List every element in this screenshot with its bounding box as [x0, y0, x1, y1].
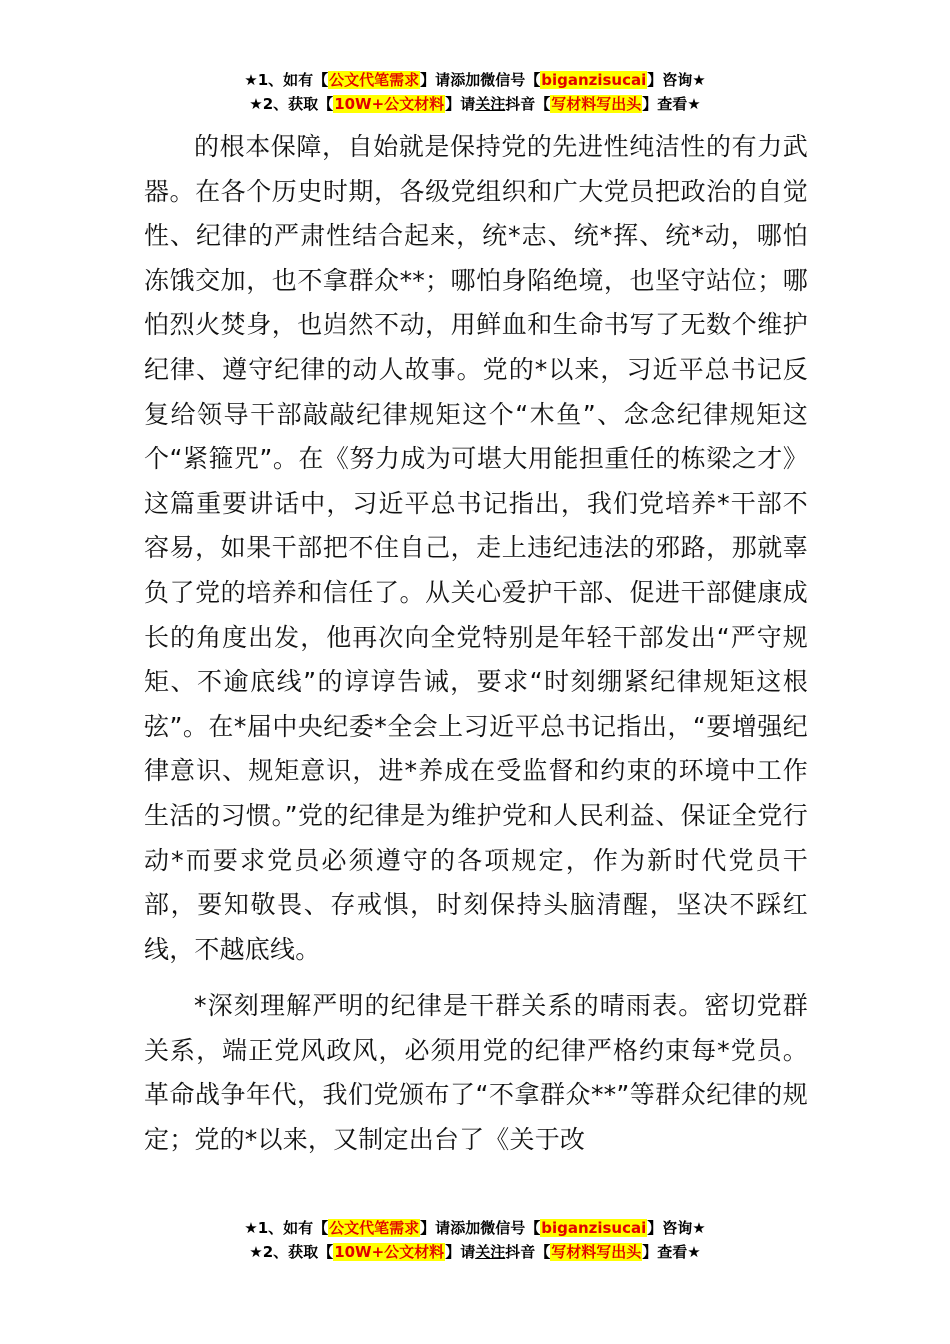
- banner-text: 】咨询★: [647, 1219, 706, 1237]
- banner-highlight: 写材料写出头: [551, 95, 642, 113]
- footer-banner: [0, 1216, 950, 1264]
- banner-line-2: [0, 92, 950, 116]
- banner-text: 微信号【: [480, 71, 541, 89]
- banner-highlight: 公文代笔需求: [329, 71, 420, 89]
- paragraph: *深刻理解严明的纪律是干群关系的晴雨表。密切党群关系，端正党风政风，必须用党的纪律严格约束每*党员。革命战争年代，我们党颁布了“不拿群众**”等群众纪律的规定；党的*以来，又制定出台了《关于改: [144, 991, 808, 1155]
- banner-text: 】查看★: [642, 1243, 701, 1261]
- banner-text: 关注: [475, 95, 506, 113]
- banner-text: 抖音【: [505, 95, 551, 113]
- banner-highlight: 10W+公文材料: [334, 1243, 445, 1261]
- banner-text: ★1、如有【: [244, 71, 329, 89]
- banner-text: 】请: [420, 1219, 451, 1237]
- banner-text: 抖音【: [505, 1243, 551, 1261]
- banner-text: ★2、获取【: [249, 95, 334, 113]
- paragraph: 的根本保障，自始就是保持党的先进性纯洁性的有力武器。在各个历史时期，各级党组织和广大党员把政治的自觉性、纪律的严肃性结合起来，统*志、统*挥、统*动，哪怕冻饿交加，也不拿群众**；哪怕身陷绝境，也坚守站位；哪怕烈火焚身，也岿然不动，用鲜血和生命书写了无数个维护纪律、遵守纪律的动人故事。党的*以来，习近平总书记反复给领导干部敲敲纪律规矩这个“木鱼”、念念纪律规矩这个“紧箍咒”。在《努力成为可堪大用能担重任的栋梁之才》这篇重要讲话中，习近平总书记指出，我们党培养*干部不容易，如果干部把不住自己，走上违纪违法的邪路，那就辜负了党的培养和信任了。从关心爱护干部、促进干部健康成长的角度出发，他再次向全党特别是年轻干部发出“严守规矩、不逾底线”的谆谆告诫，要求“时刻绷紧纪律规矩这根弦”。在*届中央纪委*全会上习近平总书记指出，“要增强纪律意识、规矩意识，进*养成在受监督和约束的环境中工作生活的习惯。”党的纪律是为维护党和人民利益、保证全党行动*而要求党员必须遵守的各项规定，作为新时代党员干部，要知敬畏、存戒惧，时刻保持头脑清醒，坚决不踩红线，不越底线。: [144, 132, 808, 964]
- document-body: [144, 125, 808, 1163]
- banner-text: 】请: [445, 95, 476, 113]
- banner-text: 添加: [450, 71, 481, 89]
- banner-text: ★1、如有【: [244, 1219, 329, 1237]
- banner-text: 】查看★: [642, 95, 701, 113]
- banner-text: 微信号【: [480, 1219, 541, 1237]
- banner-text: ★2、获取【: [249, 1243, 334, 1261]
- banner-text: 】请: [445, 1243, 476, 1261]
- banner-highlight: biganzisucai: [541, 71, 647, 89]
- banner-highlight: 写材料写出头: [551, 1243, 642, 1261]
- banner-text: 】咨询★: [647, 71, 706, 89]
- header-banner: [0, 68, 950, 116]
- banner-line-1: [0, 68, 950, 92]
- banner-line-2: [0, 1240, 950, 1264]
- banner-text: 】请: [420, 71, 451, 89]
- banner-highlight: 10W+公文材料: [334, 95, 445, 113]
- banner-highlight: 公文代笔需求: [329, 1219, 420, 1237]
- banner-highlight: biganzisucai: [541, 1219, 647, 1237]
- banner-text: 关注: [475, 1243, 506, 1261]
- banner-line-1: [0, 1216, 950, 1240]
- banner-text: 添加: [450, 1219, 481, 1237]
